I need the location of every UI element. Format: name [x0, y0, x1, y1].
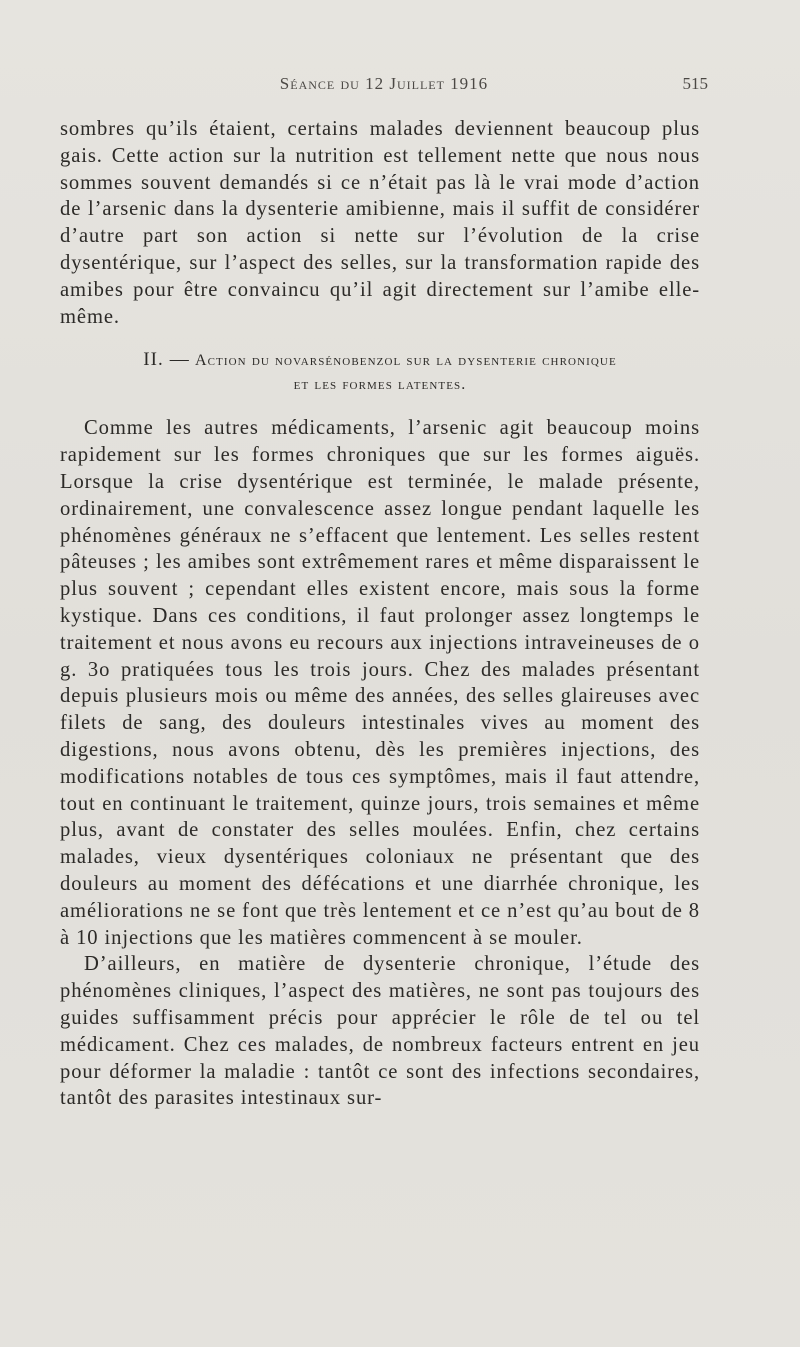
page-header: [60, 74, 708, 102]
section-heading-line-1: [60, 348, 700, 373]
paragraph: D’ailleurs, en matière de dysenterie chronique, l’étude des phénomènes cliniques, l’aspect des matières, ne sont pas toujours des guides suffisamment précis pour apprécier le rôle de tel ou tel médicament. Chez ces malades, de nombreux facteurs entrent en jeu pour déformer la maladie : tantôt ce sont des infections secondaires, tantôt des parasites intestinaux sur-: [60, 953, 700, 1110]
body-text: [60, 116, 700, 1112]
paragraph-continuation: sombres qu’ils étaient, certains malades deviennent beaucoup plus gais. Cette action sur la nutrition est tellement nette que nous nous sommes souvent demandés si ce n’était pas là le vrai mode d’action de l’arsenic dans la dysenterie amibienne, mais il suffit de considérer d’autre part son action si nette sur l’évolution de la crise dysentérique, sur l’aspect des selles, sur la transformation rapide des amibes pour être convaincu qu’il agit directement sur l’amibe elle-même.: [60, 118, 700, 328]
running-head: Séance du 12 Juillet 1916: [279, 74, 489, 93]
section-number: II. —: [143, 349, 190, 371]
section-heading: [60, 348, 700, 397]
section-title-line-2: et les formes latentes.: [293, 376, 467, 394]
paragraph: Comme les autres médicaments, l’arsenic agit beaucoup moins rapidement sur les formes chroniques que sur les formes aiguës. Lorsque la crise dysentérique est terminée, le malade présente, ordinairement, une convalescence assez longue pendant laquelle les phénomènes généraux ne s’effacent que lentement. Les selles restent pâteuses ; les amibes sont extrêmement rares et même disparaissent le plus souvent ; cependant elles existent encore, mais sous la forme kystique. Dans ces conditions, il faut prolonger assez longtemps le traitement et nous avons eu recours aux injections intraveineuses de o g. 3o pratiquées tous les trois jours. Chez des malades présentant depuis plusieurs mois ou même des années, des selles glaireuses avec filets de sang, des douleurs intestinales vives au moment des digestions, nous avons obtenu, dès les premières injections, des modifications notables de tous ces symptômes, mais il faut attendre, tout en continuant le traitement, quinze jours, trois semaines et même plus, avant de constater des selles moulées. Enfin, chez certains malades, vieux dysentériques coloniaux ne présentant que des douleurs au moment des défécations et une diarrhée chronique, les améliorations ne se font que très lentement et ce n’est qu’au bout de 8 à 10 injections que les matières commencent à se mouler.: [60, 417, 700, 949]
page-number: 515: [682, 74, 708, 93]
section-title-line-1: Action du novarsénobenzol sur la dysenterie chronique: [194, 352, 617, 370]
